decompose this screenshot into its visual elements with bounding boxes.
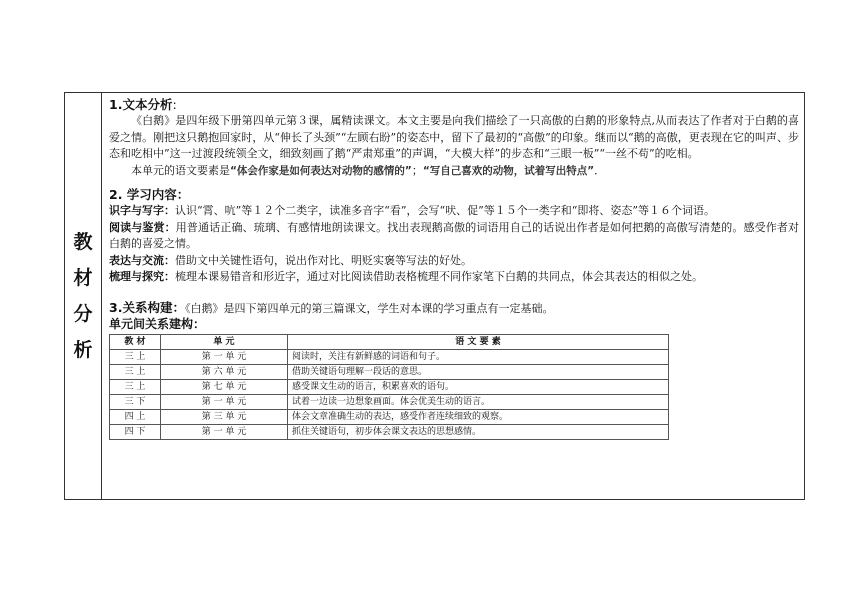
- cell-unit: 第 一 单 元: [161, 395, 288, 410]
- header-unit: 单 元: [161, 335, 288, 350]
- period: ．: [594, 163, 606, 177]
- cell-textbook: 四 上: [110, 410, 161, 425]
- language-elements-prefix: 本单元的语文要素是: [131, 163, 230, 177]
- learning-item-label: 梳理与探究：: [109, 270, 175, 283]
- table-row: [110, 425, 669, 440]
- language-element-2: “写自己喜欢的动物，试着写出特点”: [422, 164, 595, 177]
- learning-item: [109, 220, 799, 253]
- unit-relation-subtitle: 单元间关系建构：: [109, 317, 206, 331]
- section-title-text: 1.文本分析: [109, 97, 173, 112]
- table-row: [110, 350, 669, 365]
- section-relation-title: 3.关系构建：: [109, 299, 185, 315]
- language-elements-paragraph: [109, 163, 799, 180]
- cell-textbook: 三 下: [110, 395, 161, 410]
- table-row: [110, 380, 669, 395]
- learning-item-label: 表达与交流：: [109, 253, 175, 267]
- table-row: [110, 395, 669, 410]
- row-label-char: 材: [73, 267, 93, 289]
- cell-element: 试着一边读一边想象画面。体会优美生动的语言。: [288, 395, 669, 410]
- learning-item-text: 借助文中关键性语句，说出作对比、明贬实褒等写法的好处。: [175, 253, 472, 267]
- learning-item-text: 用普通话正确、琉璃、有感情地朗读课文。找出表现鹅高傲的词语用自己的话说出作者是如何把鹅的高傲写清楚的。感受作者对白鹅的喜爱之情。: [109, 220, 800, 250]
- table-header-row: [110, 335, 669, 350]
- learning-item-label: 阅读与鉴赏：: [109, 220, 176, 234]
- language-element-1: “体会作家是如何表达对动物的感情的”: [230, 164, 412, 177]
- unit-relation-table: [109, 334, 669, 440]
- section-text-analysis-title: [109, 97, 799, 113]
- row-label-char: 分: [73, 303, 93, 325]
- row-label-column: [65, 93, 102, 499]
- relation-build-text: 《白鹅》是四下第四单元的第三篇课文，学生对本课的学习重点有一定基础。: [184, 301, 554, 315]
- learning-item-text: 认识“霄、吭”等１２个二类字，读准多音字“看”，会写“吠、促”等１５个一类字和“即将、姿态”等１６个词语。: [175, 204, 715, 217]
- header-language-element: 语 文 要 素: [288, 335, 669, 350]
- cell-unit: 第 七 单 元: [161, 380, 288, 395]
- learning-item: [109, 253, 799, 270]
- cell-textbook: 三 上: [110, 365, 161, 380]
- cell-unit: 第 三 单 元: [161, 410, 288, 425]
- analysis-table: [64, 92, 805, 500]
- text-analysis-paragraph: 《白鹅》是四年级下册第四单元第３课，属精读课文。本文主要是向我们描绘了一只高傲的白鹅的形象特点,从而表达了作者对于白鹅的喜爱之情。刚把这只鹅抱回家时，从“伸长了头颈”“左顾右盼”的姿态中，留下了最初的“高傲”的印象。继而以“鹅的高傲，更表现在它的叫声、步态和吃相中”这一过渡段统领全文，细致刻画了鹅“严肃郑重”的声调，“大模大样”的步态和“三眼一板”“一丝不苟”的吃相。: [109, 114, 799, 160]
- table-row: [110, 365, 669, 380]
- separator: ；: [411, 163, 423, 177]
- cell-textbook: 四 下: [110, 425, 161, 440]
- cell-unit: 第 一 单 元: [161, 425, 288, 440]
- cell-element: 体会文章准确生动的表达，感受作者连续细致的观察。: [288, 410, 669, 425]
- cell-element: 感受课文生动的语言，积累喜欢的语句。: [288, 380, 669, 395]
- section-learning-content-title: 2. 学习内容：: [109, 187, 190, 202]
- row-label-char: 教: [73, 231, 93, 253]
- header-textbook: 教 材: [110, 335, 161, 350]
- analysis-content: [109, 97, 799, 440]
- table-row: [110, 410, 669, 425]
- learning-item-label: 识字与写字：: [109, 204, 175, 217]
- cell-textbook: 三 上: [110, 380, 161, 395]
- row-label-char: 析: [73, 339, 93, 361]
- cell-element: 抓住关键语句，初步体会课文表达的思想感情。: [288, 425, 669, 440]
- cell-unit: 第 六 单 元: [161, 365, 288, 380]
- cell-element: 阅读时，关注有新鲜感的词语和句子。: [288, 350, 669, 365]
- learning-item-text: 梳理本课易错音和形近字，通过对比阅读借助表格梳理不同作家笔下白鹅的共同点，体会其表达的相似之处。: [175, 270, 703, 283]
- relation-build-paragraph: [109, 300, 799, 318]
- cell-element: 借助关键语句理解一段话的意思。: [288, 365, 669, 380]
- learning-item: [109, 203, 799, 220]
- cell-unit: 第 一 单 元: [161, 350, 288, 365]
- cell-textbook: 三 上: [110, 350, 161, 365]
- section-title-colon: :: [172, 97, 177, 112]
- learning-item: [109, 269, 799, 286]
